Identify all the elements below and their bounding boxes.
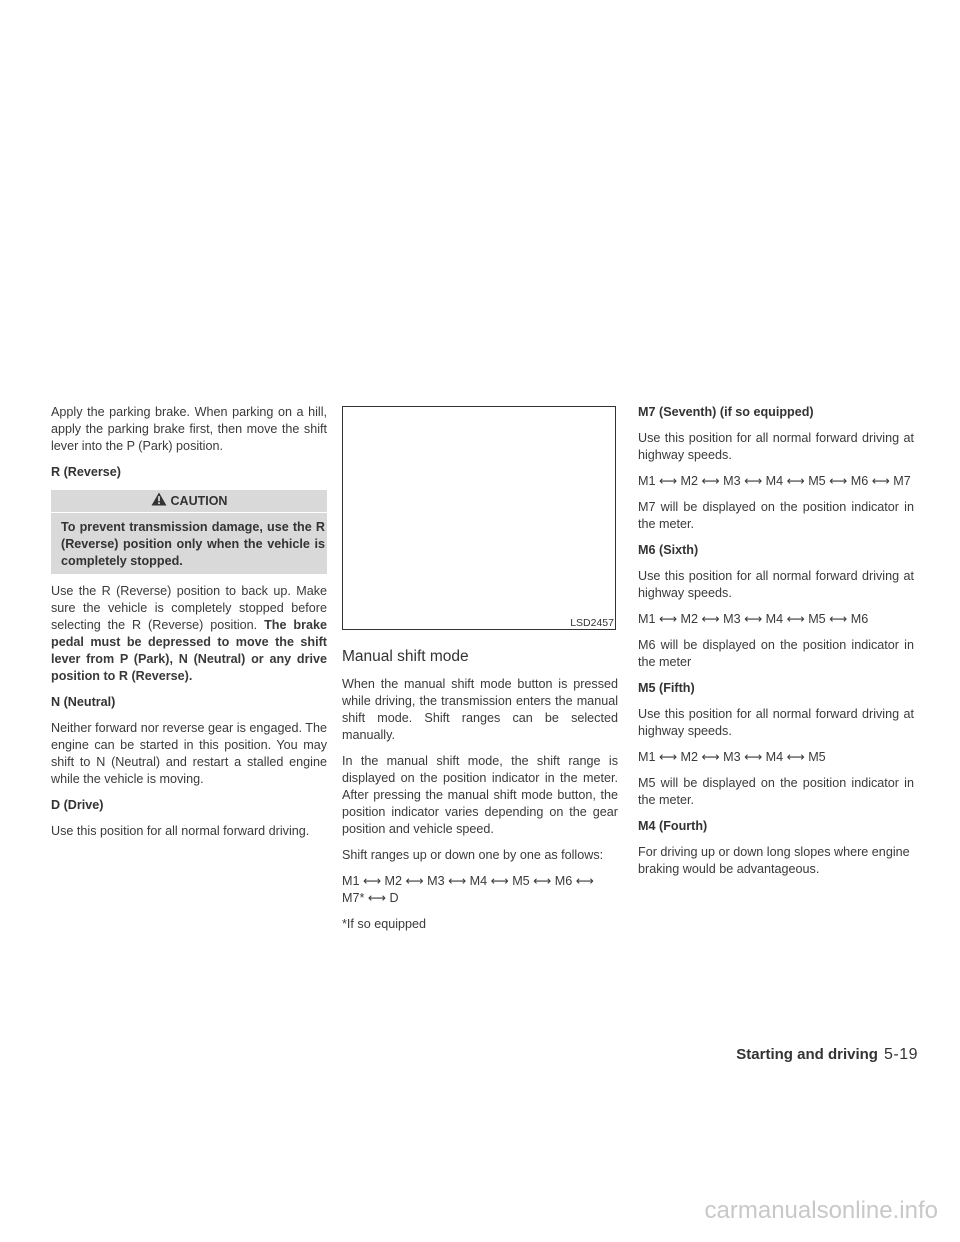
section-title: Manual shift mode (342, 648, 469, 665)
page-number: 5-19 (883, 1046, 918, 1063)
watermark-banner (0, 1178, 960, 1242)
heading-reverse: R (Reverse) (51, 465, 121, 479)
paragraph-manual-1: When the manual shift mode button is pressed while driving, the transmission enters the manual shift mode. Shift ranges can be selected manually. (342, 677, 618, 742)
heading-m6: M6 (Sixth) (638, 543, 699, 557)
paragraph-m5: Use this position for all normal forward driving at highway speeds. (638, 707, 914, 738)
column-middle (342, 404, 618, 942)
heading-m7: M7 (Seventh) (if so equipped) (638, 405, 814, 419)
paragraph-drive: Use this position for all normal forward driving. (51, 824, 310, 838)
figure-placeholder (342, 406, 616, 630)
watermark-text: carmanualsonline.info (704, 1196, 938, 1224)
sequence-m6: M1 ⟷ M2 ⟷ M3 ⟷ M4 ⟷ M5 ⟷ M6 (638, 612, 869, 626)
paragraph-reverse (51, 583, 327, 685)
paragraph-m4: For driving up or down long slopes where engine braking would be advantageous. (638, 845, 910, 876)
caution-text: To prevent transmission damage, use the R (Reverse) position only when the vehicle is completely stopped. (61, 520, 325, 568)
figure-code: LSD2457 (570, 617, 614, 629)
display-m5: M5 will be displayed on the position indicator in the meter. (638, 776, 914, 807)
heading-m5: M5 (Fifth) (638, 681, 695, 695)
display-m7: M7 will be displayed on the position indicator in the meter. (638, 500, 914, 531)
caution-label: CAUTION (170, 493, 228, 508)
display-m6: M6 will be displayed on the position indicator in the meter (638, 638, 914, 669)
sequence-m5: M1 ⟷ M2 ⟷ M3 ⟷ M4 ⟷ M5 (638, 750, 826, 764)
caution-header (51, 490, 327, 513)
chapter-label: Starting and driving (736, 1046, 878, 1063)
column-left (51, 404, 327, 849)
warning-triangle-icon (151, 492, 167, 511)
paragraph-manual-3: Shift ranges up or down one by one as follows: (342, 848, 604, 862)
footnote: *If so equipped (342, 917, 427, 931)
page-footer (648, 1046, 918, 1064)
column-right (638, 404, 914, 887)
heading-drive: D (Drive) (51, 798, 104, 812)
reverse-text: Use the R (Reverse) position to back up. Make sure the vehicle is completely stopped before selecting the R (Reverse) position. (51, 584, 327, 632)
heading-neutral: N (Neutral) (51, 695, 116, 709)
paragraph-m6: Use this position for all normal forward driving at highway speeds. (638, 569, 914, 600)
paragraph-manual-2: In the manual shift mode, the shift range is displayed on the position indicator in the meter. After pressing the manual shift mode button, the position indicator varies depending on the gear position and vehicle speed. (342, 754, 618, 836)
reverse-bold-text: The brake pedal must be depressed to move the shift lever from P (Park), N (Neutral) or any drive position to R (Reverse). (51, 618, 328, 683)
heading-m4: M4 (Fourth) (638, 819, 708, 833)
shift-sequence: M1 ⟷ M2 ⟷ M3 ⟷ M4 ⟷ M5 ⟷ M6 ⟷ M7* ⟷ D (342, 874, 594, 905)
caution-box (51, 490, 327, 574)
paragraph-neutral: Neither forward nor reverse gear is engaged. The engine can be started in this position. You may shift to N (Neutral) and restart a stalled engine while the vehicle is moving. (51, 721, 327, 786)
sequence-m7: M1 ⟷ M2 ⟷ M3 ⟷ M4 ⟷ M5 ⟷ M6 ⟷ M7 (638, 474, 911, 488)
paragraph-park: Apply the parking brake. When parking on a hill, apply the parking brake first, then move the shift lever into the P (Park) position. (51, 405, 327, 453)
paragraph-m7: Use this position for all normal forward driving at highway speeds. (638, 431, 914, 462)
